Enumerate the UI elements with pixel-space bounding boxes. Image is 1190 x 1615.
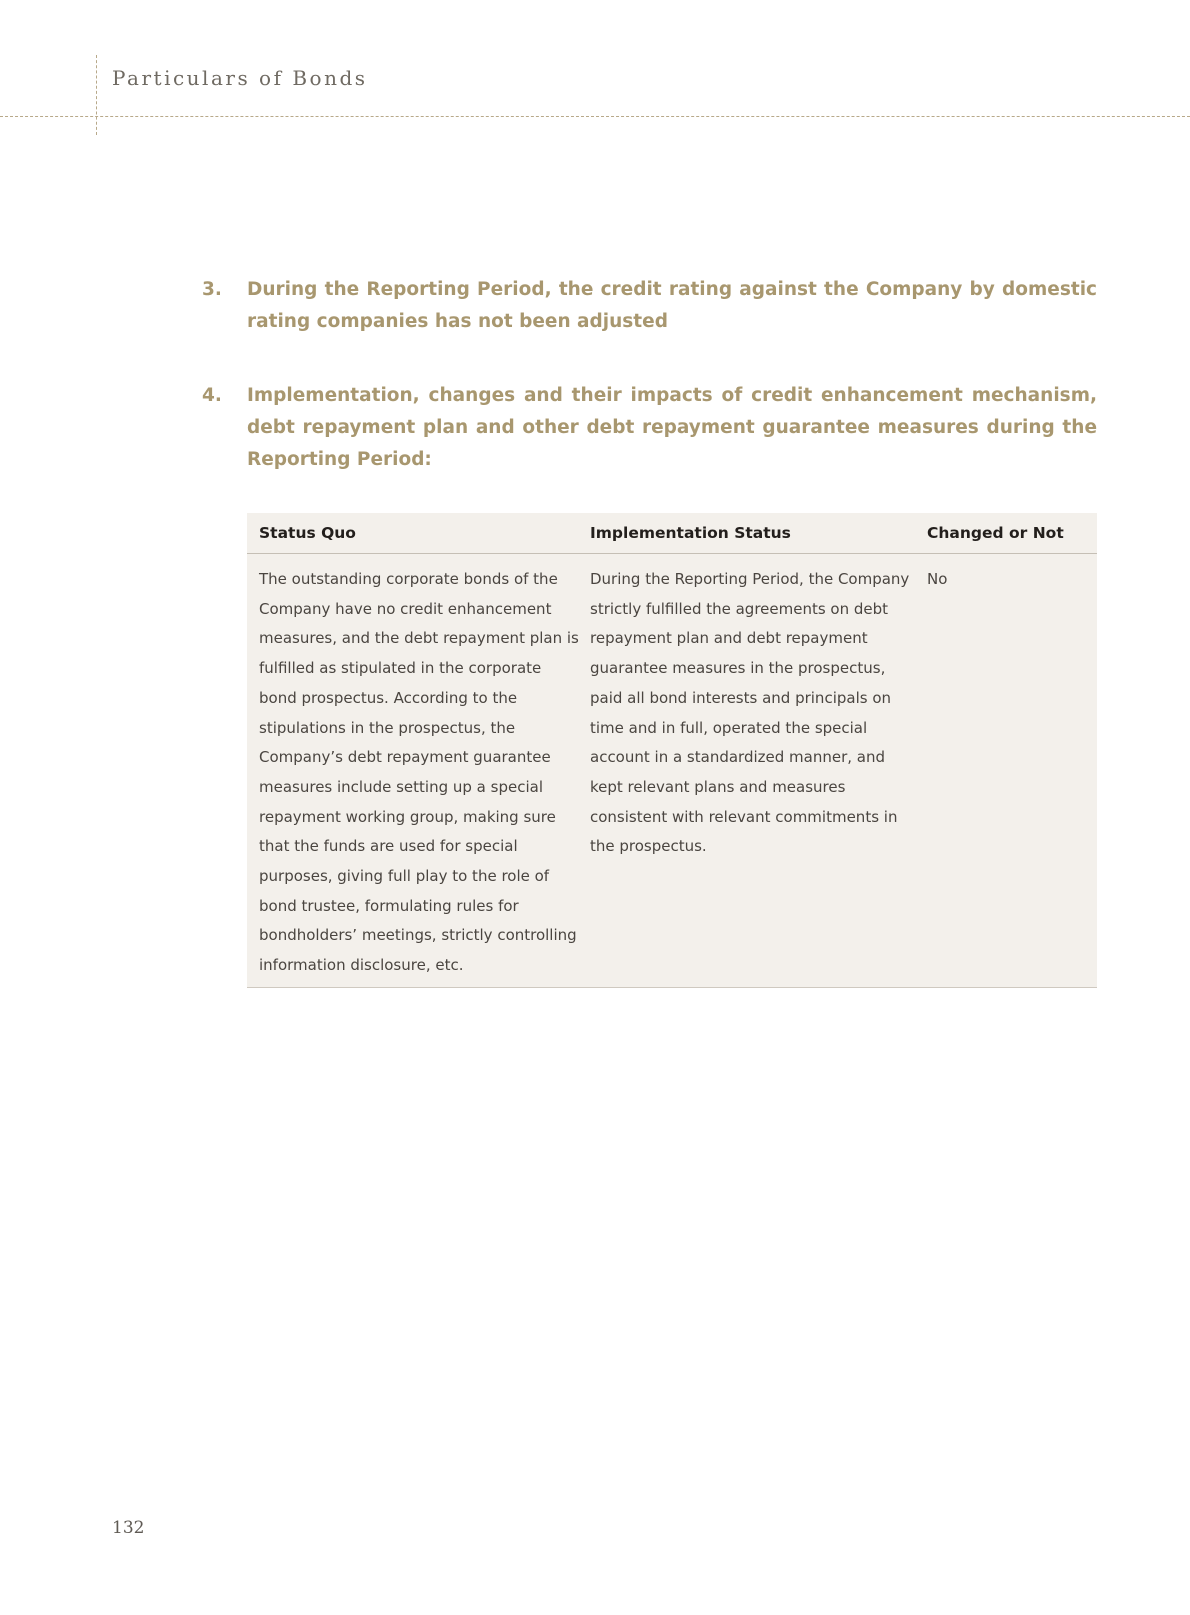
column-header-implementation-status: Implementation Status: [590, 524, 791, 542]
section-heading: During the Reporting Period, the credit rating against the Company by domestic rating companies has not been adjusted: [247, 279, 1097, 332]
cell-changed-or-not: No: [927, 570, 948, 588]
table-header-row: [247, 513, 1097, 554]
section-number: 3.: [202, 279, 222, 300]
page-header-title: Particulars of Bonds: [112, 66, 368, 90]
section-heading: Implementation, changes and their impacts of credit enhancement mechanism, debt repayment plan and other debt repayment guarantee measures during the Reporting Period:: [247, 385, 1097, 470]
table-row: [247, 554, 1097, 987]
cell-implementation-status: During the Reporting Period, the Company strictly fulfilled the agreements on debt repayment plan and debt repayment guarantee measures in the prospectus, paid all bond interests and principals on time and in full, operated the special account in a standardized manner, and kept relevant plans and measures consistent with relevant commitments in the prospectus.: [590, 570, 910, 856]
page-number: 132: [112, 1518, 145, 1538]
column-header-changed-or-not: Changed or Not: [927, 524, 1064, 542]
guarantee-measures-table: [247, 513, 1097, 988]
cell-status-quo: The outstanding corporate bonds of the Company have no credit enhancement measures, and the debt repayment plan is fulfilled as stipulated in the corporate bond prospectus. According to the stipulations in the prospectus, the Company’s debt repayment guarantee measures include setting up a special repayment working group, making sure that the funds are used for special purposes, giving full play to the role of bond trustee, formulating rules for bondholders’ meetings, strictly controlling information disclosure, etc.: [259, 570, 579, 975]
section-3: [202, 274, 1097, 338]
section-4: [202, 380, 1097, 476]
header-horizontal-rule: [0, 116, 1190, 117]
column-header-status-quo: Status Quo: [259, 524, 356, 542]
header-vertical-rule: [96, 55, 97, 135]
section-number: 4.: [202, 385, 222, 406]
